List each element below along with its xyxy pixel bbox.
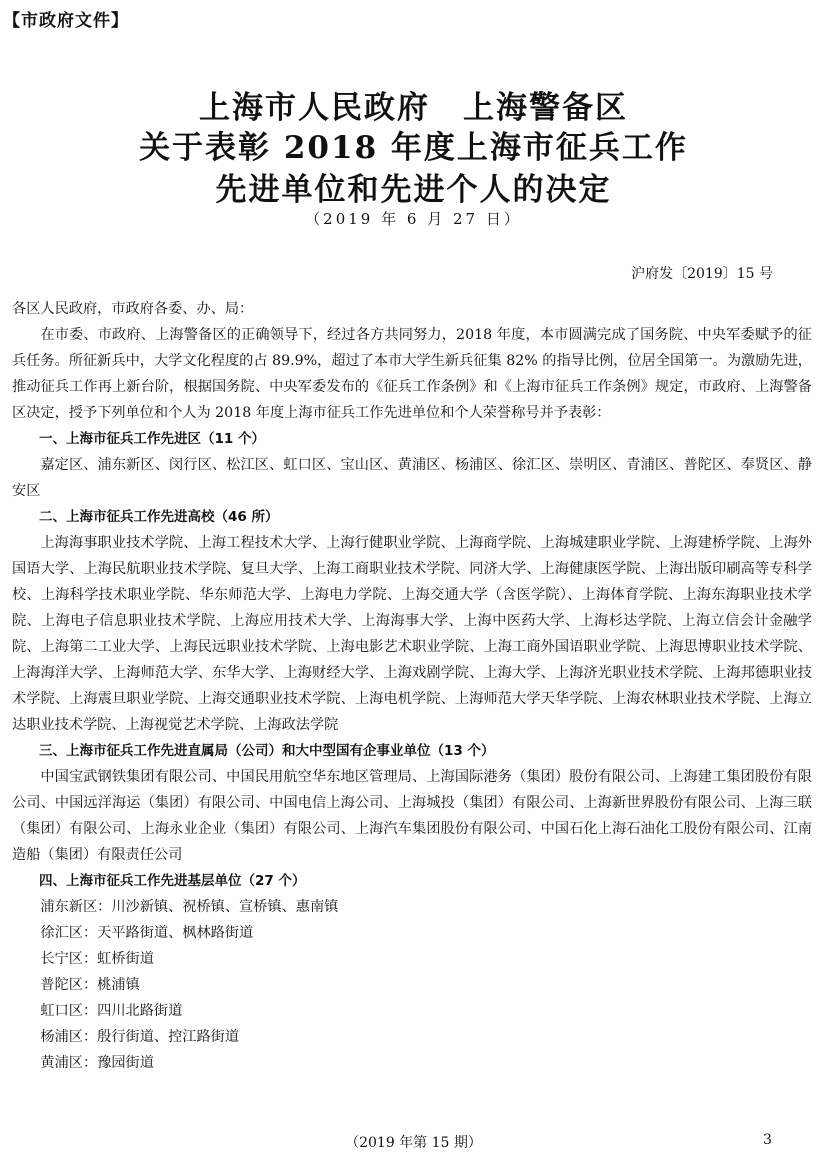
issue-date: （2019 年 6 月 27 日） <box>305 210 522 228</box>
document-number: 沪府发〔2019〕15 号 <box>631 266 773 282</box>
document-body <box>12 296 812 1076</box>
issue-footer: （2019 年第 15 期） <box>345 1135 482 1151</box>
list-item: 虹口区：四川北路街道 <box>40 1003 183 1019</box>
section-heading-1: 一、上海市征兵工作先进区（11 个） <box>39 431 265 447</box>
intro-paragraph: 在市委、市政府、上海警备区的正确领导下，经过各方共同努力，2018 年度，本市圆满完成了国务院、中央军委赋予的征兵任务。所征新兵中，大学文化程度的占 89.9%，超过了本市大学生新兵征集 82% 的指导比例，位居全国第一。为激励先进，推动征兵工作再上新台阶，根据国务院、中央军委发布的《征兵工作条例》和《上海市征兵工作条例》规定，市政府、上海警备区决定，授予下列单位和个人为 2018 年度上海市征兵工作先进单位和个人荣誉称号并予表彰： <box>12 327 812 421</box>
section-heading-3: 三、上海市征兵工作先进直属局（公司）和大中型国有企事业单位（13 个） <box>39 743 495 759</box>
list-item: 长宁区：虹桥街道 <box>40 951 154 967</box>
section-heading-2: 二、上海市征兵工作先进高校（46 所） <box>39 509 279 525</box>
list-item: 黄浦区：豫园街道 <box>40 1055 154 1071</box>
list-item: 普陀区：桃浦镇 <box>40 977 140 993</box>
section-content-2: 上海海事职业技术学院、上海工程技术大学、上海行健职业学院、上海商学院、上海城建职业学院、上海建桥学院、上海外国语大学、上海民航职业技术学院、复旦大学、上海工商职业技术学院、同济大学、上海健康医学院、上海出版印刷高等专科学校、上海科学技术职业学院、华东师范大学、上海电力学院、上海交通大学（含医学院）、上海体育学院、上海东海职业技术学院、上海电子信息职业技术学院、上海应用技术大学、上海海事大学、上海中医药大学、上海杉达学院、上海立信会计金融学院、上海第二工业大学、上海民远职业技术学院、上海电影艺术职业学院、上海工商外国语职业学院、上海思博职业技术学院、上海海洋大学、上海师范大学、东华大学、上海财经大学、上海戏剧学院、上海大学、上海济光职业技术学院、上海邦德职业技术学院、上海震旦职业学院、上海交通职业技术学院、上海电机学院、上海师范大学天华学院、上海农林职业技术学院、上海立达职业技术学院、上海视觉艺术学院、上海政法学院 <box>12 535 812 733</box>
list-item: 徐汇区：天平路街道、枫林路街道 <box>40 925 254 941</box>
section-content-3: 中国宝武钢铁集团有限公司、中国民用航空华东地区管理局、上海国际港务（集团）股份有限公司、上海建工集团股份有限公司、中国远洋海运（集团）有限公司、中国电信上海公司、上海城投（集团）有限公司、上海新世界股份有限公司、上海三联（集团）有限公司、上海永业企业（集团）有限公司、上海汽车集团股份有限公司、中国石化上海石油化工股份有限公司、江南造船（集团）有限责任公司 <box>12 769 812 863</box>
section-heading-4: 四、上海市征兵工作先进基层单位（27 个） <box>39 873 306 889</box>
list-item: 浦东新区：川沙新镇、祝桥镇、宣桥镇、惠南镇 <box>40 899 339 915</box>
document-category-tag: 【市政府文件】 <box>3 11 129 31</box>
title-line-3: 先进单位和先进个人的决定 <box>215 172 612 208</box>
addressee: 各区人民政府，市政府各委、办、局： <box>12 301 254 317</box>
title-line-1: 上海市人民政府 上海警备区 <box>199 90 628 126</box>
section-content-1: 嘉定区、浦东新区、闵行区、松江区、虹口区、宝山区、黄浦区、杨浦区、徐汇区、崇明区、青浦区、普陀区、奉贤区、静安区 <box>12 457 812 499</box>
page-number: 3 <box>763 1132 772 1148</box>
list-item: 杨浦区：殷行街道、控江路街道 <box>40 1029 240 1045</box>
title-line-2: 关于表彰 2018 年度上海市征兵工作 <box>139 130 688 166</box>
